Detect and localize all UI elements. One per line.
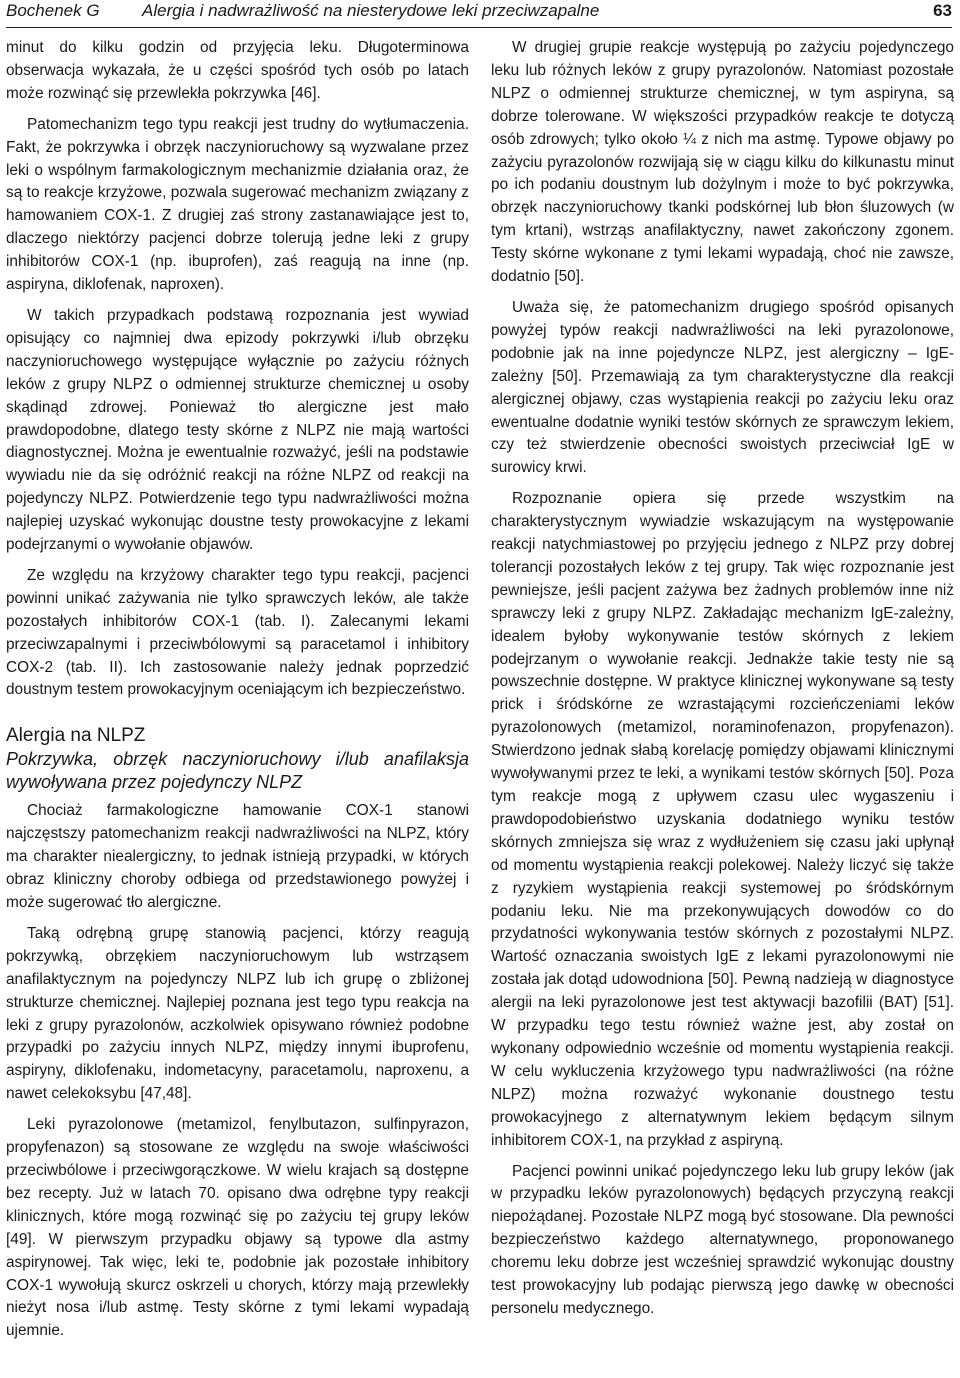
page-number: 63 <box>933 1 952 20</box>
paragraph: Pacjenci powinni unikać pojedynczego leku lub grupy leków (jak w przypadku leków pyrazolonowych) będących przyczyną reakcji niepożądanej. Pozostałe NLPZ mogą być stosowane. Dla pewności bezpieczeństwo każdego alternatywnego, proponowanego choremu leku dobrze jest wcześniej sprawdzić wykonując doustny test prowokacyjny lub podając pierwszą jego dawkę w obecności personelu medycznego. <box>491 1162 954 1317</box>
paragraph: Rozpoznanie opiera się przede wszystkim na charakterystycznym wywiadzie wskazującym na występowanie reakcji natychmiastowej po przyjęciu jednego z NLPZ przy dobrej tolerancji pozostałych leków z tej grupy. Tak więc rozpoznanie jest pewniejsze, jeśli pacjent zażywa bez żadnych problemów inne niż sprawczy leki z grupy NLPZ. Zakładając mechanizm IgE-zależny, idealem byłoby wykonywanie testów skórnych z lekiem podejrzanym o wywołanie reakcji. Jednakże takie testy nie są powszechnie dostępne. W praktyce klinicznej wykonywane są testy prick i śródskórne ze wzrastającymi rozcieńczeniami leków pyrazolonowych (metamizol, noraminofenazon, propyfenazon). Stwierdzono jednak słabą korelację pomiędzy objawami klinicznymi wywoływanymi przez te leki, a wynikami testów skórnych [50]. Poza tym reakcje mogą z upływem czasu ulec wygaszeniu i prawdopodobieństwo uzyskania dodatniego wyniku testów skórnych zmniejsza się wraz z wydłużeniem się czasu jaki upłynął od momentu wystąpienia reakcji polekowej. Należy liczyć się także z ryzykiem wystąpienia reakcji systemowej po śródskórnym podaniu leku. Nie ma przekonywujących dowodów co do przydatności wykonywania testów skórnych z pozostałymi NLPZ. Wartość oznaczania swoistych IgE z lekami pyrazolonowymi nie została jak dotąd udowodniona [50]. Pewną nadzieją w diagnostyce alergii na leki pyrazolonowe jest test aktywacji bazofilii (BAT) [51]. W przypadku tego testu również ważne jest, aby został on wykonany odpowiednio wcześnie od momentu wystąpienia reakcji. W celu wykluczenia krzyżowego typu nadwrażliwości (na różne NLPZ) można rozważyć wykonanie doustnego testu prowokacyjnego z alternatywnym lekiem będącym silnym inhibitorem COX-1, na przykład z aspiryną. <box>491 490 954 1149</box>
paragraph: Taką odrębną grupę stanowią pacjenci, którzy reagują pokrzywką, obrzękiem naczynioruchowym lub wstrząsem anafilaktycznym na pojedynczy NLPZ lub ich grupę o zbliżonej strukturze chemicznej. Najlepiej poznana jest tego typu reakcja na leki z grupy pyrazolonów, aczkolwiek opisywano również podobne przypadki po zażyciu innych NLPZ, między innymi ibuprofenu, aspiryny, diklofenaku, indometacyny, paracetamolu, naproxenu, a nawet celekoksybu [47,48]. <box>6 924 469 1103</box>
section-title: Alergia na NLPZ <box>6 725 146 747</box>
subsection-title: Pokrzywka, obrzęk naczynioruchowy i/lub anafilaksja wywoływana przez pojedynczy NLPZ <box>6 749 469 793</box>
header-author: Bochenek G <box>6 1 100 20</box>
paragraph: W takich przypadkach podstawą rozpoznania jest wywiad opisujący co najmniej dwa epizody pokrzywki i/lub obrzęku naczynioruchowego występujące wyłącznie po zażyciu różnych leków z grupy NLPZ o odmiennej strukturze chemicznej u osoby skądinąd zdrowej. Ponieważ tło alergiczne jest mało prawdopodobne, dlatego testy skórne z NLPZ nie mają wartości diagnostycznej. Można je ewentualnie rozważyć, jeśli na podstawie wywiadu nie da się odróżnić reakcji na różne NLPZ od reakcji na pojedynczy NLPZ. Potwierdzenie tego typu nadwrażliwości można najlepiej uzyskać wykonując doustne testy prowokacyjne z lekami podejrzanymi o wywołanie objawów. <box>6 306 469 554</box>
left-column <box>6 37 469 1343</box>
paragraph: Uważa się, że patomechanizm drugiego spośród opisanych powyżej typów reakcji nadwrażliwości na leki pyrazolonowe, podobnie jak na inne pojedyncze NLPZ, jest alergiczny – IgE-zależny [50]. Przemawiają za tym charakterystyczne dla reakcji alergicznej objawy, czas wystąpienia reakcji po zażyciu leku oraz ewentualne dodatnie wyniki testów skórnych ze sprawczym lekiem, czy też stwierdzenie obecności swoistych przeciwciał IgE w surowicy krwi. <box>491 298 954 477</box>
right-column <box>491 37 954 1321</box>
paragraph: minut do kilku godzin od przyjęcia leku. Długoterminowa obserwacja wykazała, że u części spośród tych osób po latach może rozwinąć się przewlekła pokrzywka [46]. <box>6 39 469 102</box>
paragraph: W drugiej grupie reakcje występują po zażyciu pojedynczego leku lub różnych leków z grupy pyrazolonów. Natomiast pozostałe NLPZ o odmiennej strukturze chemicznej, w tym aspiryna, są dobrze tolerowane. W większości przypadków reakcje te dotyczą osób zdrowych; tylko około ¼ z nich ma astmę. Typowe objawy po zażyciu pyrazolonów rozwijają się w ciągu kilku do kilkunastu minut po ich podaniu doustnym lub dożylnym i może to być pokrzywka, obrzęk naczynioruchowy tkanki podskórnej lub błon śluzowych (w tym krtani), wstrząs anafilaktyczny, nawet zakończony zgonem. Testy skórne wykonane z tymi lekami wypadają, choć nie zawsze, dodatnio [50]. <box>491 39 954 286</box>
paragraph: Patomechanizm tego typu reakcji jest trudny do wytłumaczenia. Fakt, że pokrzywka i obrzęk naczynioruchowy są wyzwalane przez leki o wspólnym farmakologicznym mechanizmie działania oraz, że są to reakcje krzyżowe, pozwala sugerować mechanizm związany z hamowaniem COX-1. Z drugiej zaś strony zastanawiające jest to, dlaczego niektórzy pacjenci dobrze tolerują jedne leki z grupy inhibitorów COX-1 (np. ibuprofen), zaś reagują na inne (np. aspiryna, diklofenak, naproxen). <box>6 115 469 294</box>
header-rule <box>6 27 952 28</box>
paragraph: Ze względu na krzyżowy charakter tego typu reakcji, pacjenci powinni unikać zażywania nie tylko sprawczych leków, ale także pozostałych inhibitorów COX-1 (tab. I). Zalecanymi lekami przeciwzapalnymi i przeciwbólowymi są paracetamol i inhibitory COX-2 (tab. II). Ich zastosowanie należy jednak poprzedzić doustnym testem prowokacyjnym oceniającym ich bezpieczeństwo. <box>6 566 469 699</box>
paragraph: Leki pyrazolonowe (metamizol, fenylbutazon, sulfinpyrazon, propyfenazon) są stosowane ze względu na swoje właściwości przeciwbólowe i przeciwgorączkowe. W wielu krajach są dostępne bez recepty. Już w latach 70. opisano dwa odrębne typy reakcji klinicznych, które mogą rozwinąć się po zażyciu tej grupy leków [49]. W pierwszym przypadku objawy są typowe dla astmy aspirynowej. Tak więc, leki te, podobnie jak pozostałe inhibitory COX-1 wywołują skurcz oskrzeli u chorych, którzy mają przewlekły nieżyt nosa i/lub astmę. Testy skórne z tymi lekami wypadają ujemnie. <box>6 1116 469 1340</box>
paragraph: Chociaż farmakologiczne hamowanie COX-1 stanowi najczęstszy patomechanizm reakcji nadwrażliwości na NLPZ, który ma charakter niealergiczny, to jednak istnieją przypadki, w których obraz kliniczny choroby odbiega od przedstawionego powyżej i może sugerować tło alergiczne. <box>6 802 469 911</box>
header-title: Alergia i nadwrażliwość na niesterydowe leki przeciwzapalne <box>142 1 600 20</box>
running-header <box>6 0 952 24</box>
